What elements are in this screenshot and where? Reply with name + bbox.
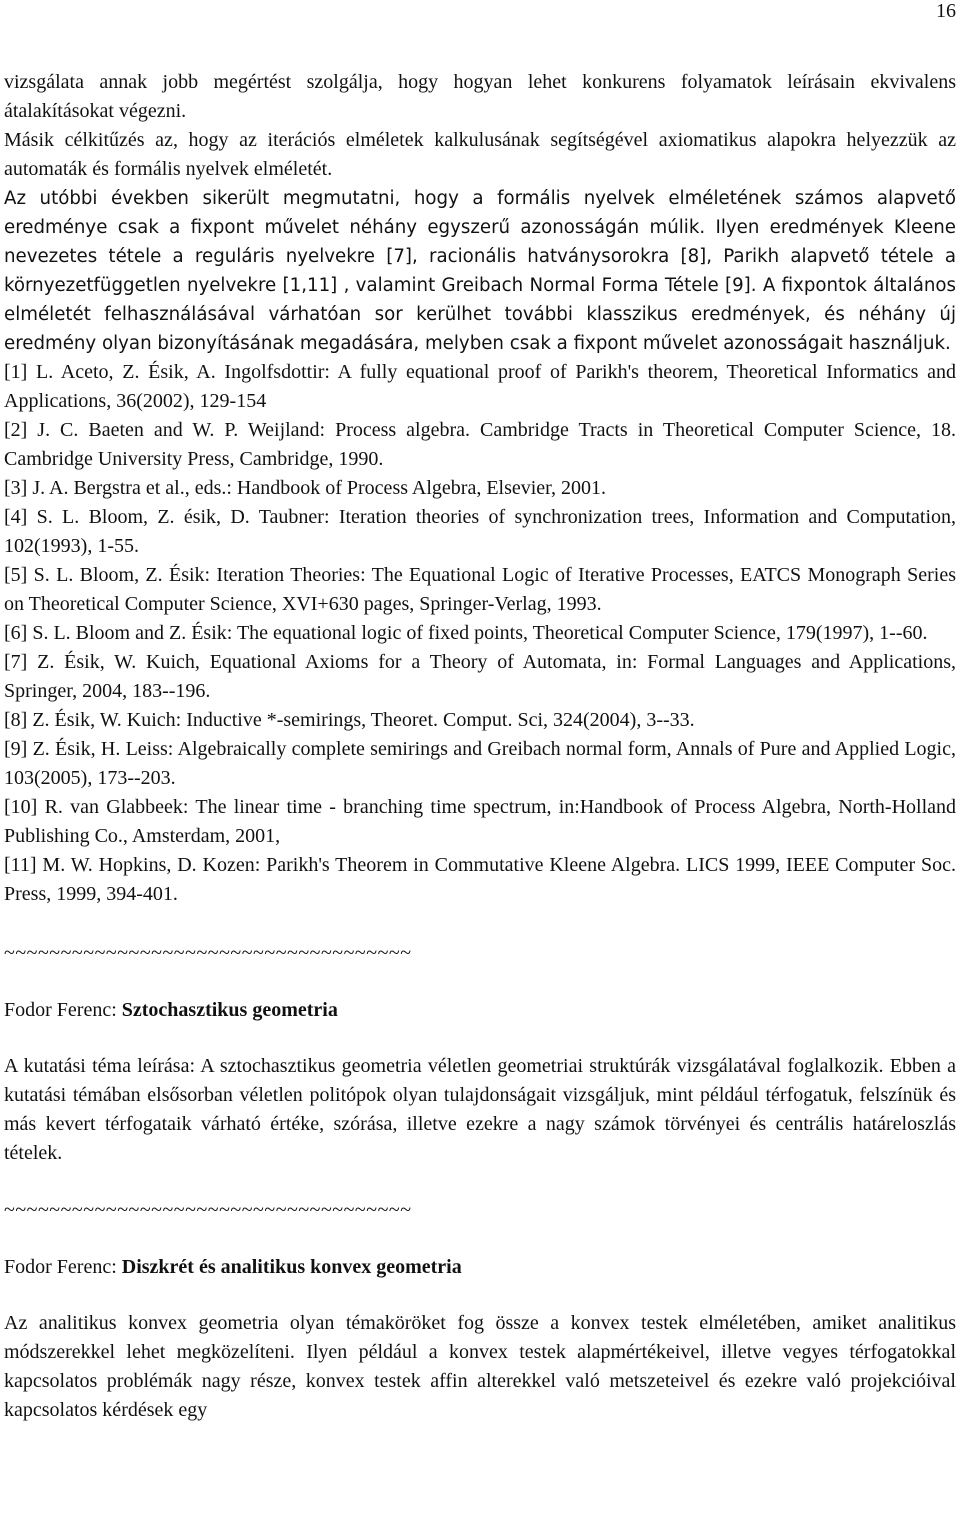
intro-paragraph: vizsgálata annak jobb megértést szolgálja, hogy hogyan lehet konkurens folyamatok leírásain ekvivalens átalakításokat végezni. <box>4 71 956 122</box>
reference-item: [3] J. A. Bergstra et al., eds.: Handbook of Process Algebra, Elsevier, 2001. <box>4 477 607 499</box>
section-body: Az analitikus konvex geometria olyan témaköröket fog össze a konvex testek elméletében, amiket analitikus módszerekkel lehet megközelíteni. Ilyen például a konvex testek alapmértékeivel, illetve vegyes térfogatokkal kapcsolatos problémák nagy része, konvex testek affin alterekkel való metszeteivel és ezekre való projekcióival kapcsolatos kérdések egy <box>4 1312 956 1421</box>
reference-item: [2] J. C. Baeten and W. P. Weijland: Process algebra. Cambridge Tracts in Theoretical Computer Science, 18. Cambridge University Press, Cambridge, 1990. <box>4 419 956 470</box>
reference-list <box>4 358 956 909</box>
reference-item: [5] S. L. Bloom, Z. Ésik: Iteration Theories: The Equational Logic of Iterative Processes, EATCS Monograph Series on Theoretical Computer Science, XVI+630 pages, Springer-Verlag, 1993. <box>4 564 956 615</box>
section-body: A kutatási téma leírása: A sztochasztikus geometria véletlen geometriai struktúrák vizsgálatával foglalkozik. Ebben a kutatási témában elsősorban véletlen politópok olyan tulajdonságait vizsgáljuk, mint például térfogatuk, felszínük és más kevert térfogataik várható értéke, szórása, illetve ezekre a nagy számok törvényei és centrális határeloszlás tételek. <box>4 1055 956 1164</box>
intro-paragraph: Az utóbbi években sikerült megmutatni, hogy a formális nyelvek elméletének számos alapvető eredménye csak a fixpont művelet néhány egyszerű azonosságán múlik. Ilyen eredmények Kleene nevezetes tétele a reguláris nyelvekre [7], racionális hatványsorokra [8], Parikh alapvető tétele a környezetfüggetlen nyelvekre [1,11] , valamint Greibach Normal Forma Tétele [9]. A fixpontok általános elméletét felhasználásával várhatóan sor kerülhet további klasszikus eredmények, és néhány új eredmény olyan bizonyításának megadására, melyben csak a fixpont művelet azonosságait használjuk. <box>4 188 956 354</box>
reference-item: [7] Z. Ésik, W. Kuich, Equational Axioms for a Theory of Automata, in: Formal Languages and Applications, Springer, 2004, 183--196. <box>4 651 956 702</box>
reference-item: [1] L. Aceto, Z. Ésik, A. Ingolfsdottir: A fully equational proof of Parikh's theorem, Theoretical Informatics and Applications, 36(2002), 129-154 <box>4 361 956 412</box>
section-heading <box>4 1253 956 1282</box>
page-content <box>4 68 956 1425</box>
reference-item: [11] M. W. Hopkins, D. Kozen: Parikh's Theorem in Commutative Kleene Algebra. LICS 1999, IEEE Computer Soc. Press, 1999, 394-401. <box>4 854 956 905</box>
reference-item: [9] Z. Ésik, H. Leiss: Algebraically complete semirings and Greibach normal form, Annals of Pure and Applied Logic, 103(2005), 173--203. <box>4 738 956 789</box>
intro-paragraph: Másik célkitűzés az, hogy az iterációs elméletek kalkulusának segítségével axiomatikus alapokra helyezzük az automaták és formális nyelvek elméletét. <box>4 129 956 180</box>
section-title: Diszkrét és analitikus konvex geometria <box>121 1256 462 1278</box>
section-heading <box>4 996 956 1025</box>
section-author: Fodor Ferenc: <box>4 1256 122 1278</box>
page-number: 16 <box>936 0 956 22</box>
reference-item: [6] S. L. Bloom and Z. Ésik: The equational logic of fixed points, Theoretical Computer Science, 179(1997), 1--60. <box>4 622 928 644</box>
section-author: Fodor Ferenc: <box>4 999 122 1021</box>
reference-item: [8] Z. Ésik, W. Kuich: Inductive *-semirings, Theoret. Comput. Sci, 324(2004), 3--33. <box>4 709 695 731</box>
section-divider: ~~~~~~~~~~~~~~~~~~~~~~~~~~~~~~~~~~~~ <box>4 942 412 964</box>
section-divider: ~~~~~~~~~~~~~~~~~~~~~~~~~~~~~~~~~~~~ <box>4 1199 412 1221</box>
intro-block <box>4 68 956 358</box>
reference-item: [4] S. L. Bloom, Z. ésik, D. Taubner: Iteration theories of synchronization trees, Information and Computation, 102(1993), 1-55. <box>4 506 956 557</box>
reference-item: [10] R. van Glabbeek: The linear time - branching time spectrum, in:Handbook of Process Algebra, North-Holland Publishing Co., Amsterdam, 2001, <box>4 796 956 847</box>
section-title: Sztochasztikus geometria <box>121 999 338 1021</box>
